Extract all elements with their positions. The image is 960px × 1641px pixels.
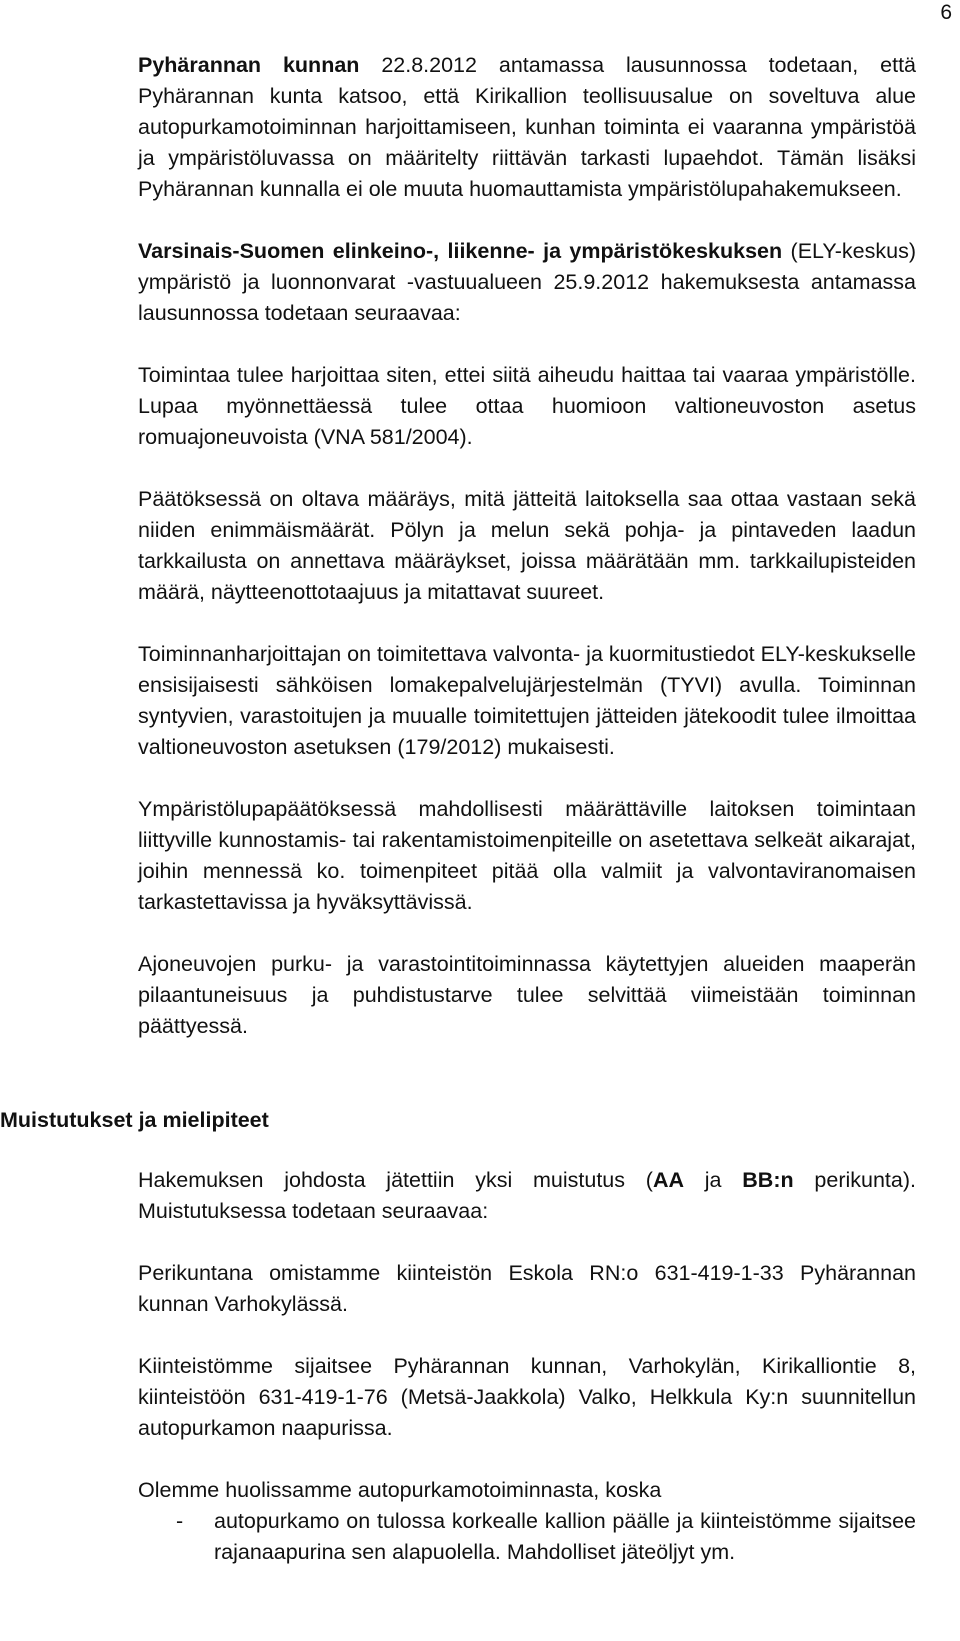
dash-bullet: -	[176, 1509, 184, 1533]
statement-author: Pyhärannan kunnan	[138, 53, 360, 77]
paragraph-objection-lead: Olemme huolissamme autopurkamotoiminnasta, koska	[138, 1478, 662, 1502]
paragraph-pyharanta-statement	[138, 50, 916, 205]
party-name: AA	[652, 1168, 684, 1192]
paragraph-requirement: Toimintaa tulee harjoittaa siten, ettei siitä aiheudu haittaa tai vaaraa ympäristölle. Lupaa myönnettäessä tulee ottaa huomioon valtioneuvoston asetus romuajoneuvoista (VNA 581/2004).	[138, 363, 916, 449]
party-name: BB:n	[742, 1168, 794, 1192]
page-number: 6	[940, 1, 952, 24]
document-body	[138, 50, 916, 1042]
section-heading: Muistutukset ja mielipiteet	[0, 1108, 269, 1132]
statement-text: 22.8.2012 antamassa lausunnossa todetaan, että Pyhärannan kunta katsoo, että Kirikallion teollisuusalue on soveltuva alue autopurkamotoiminnan harjoittamiseen, kunhan toiminta ei vaaranna ympäristöä ja ympäristöluvassa on määritelty riittävän tarkasti lupaehdot. Tämän lisäksi Pyhärannan kunnalla ei ole muuta huomauttamista ympäristölupahakemukseen.	[138, 53, 916, 201]
text-fragment: ja	[684, 1168, 743, 1192]
statement-author: Varsinais-Suomen elinkeino-, liikenne- ja ympäristökeskuksen	[138, 239, 783, 263]
statement-text: (ELY-keskus) ympäristö ja luonnonvarat -vastuualueen 25.9.2012 hakemuksesta antamassa lausunnossa todetaan seuraavaa:	[138, 239, 917, 325]
paragraph-objection-intro	[138, 1165, 916, 1227]
paragraph-ely-statement	[138, 236, 916, 329]
paragraph-requirement: Päätöksessä on oltava määräys, mitä jätteitä laitoksella saa ottaa vastaan sekä niiden enimmäismäärät. Pölyn ja melun sekä pohja- ja pintaveden laadun tarkkailusta on annettava määräykset, joissa määrätään mm. tarkkailupisteiden määrä, näytteenottotaajuus ja mitattavat suureet.	[138, 487, 916, 604]
text-fragment: Hakemuksen johdosta jätettiin yksi muistutus (	[138, 1168, 653, 1192]
paragraph-objection: Perikuntana omistamme kiinteistön Eskola RN:o 631-419-1-33 Pyhärannan kunnan Varhokylässä.	[138, 1261, 916, 1316]
text-fragment: perikunta). Muistutuksessa todetaan seuraavaa:	[138, 1168, 916, 1223]
paragraph-objection: Kiinteistömme sijaitsee Pyhärannan kunnan, Varhokylän, Kirikalliontie 8, kiinteistöön 631-419-1-76 (Metsä-Jaakkola) Valko, Helkkula Ky:n suunnitellun autopurkamon naapurissa.	[138, 1354, 916, 1440]
paragraph-requirement: Toiminnanharjoittajan on toimitettava valvonta- ja kuormitustiedot ELY-keskukselle ensisijaisesti sähköisen lomakepalvelujärjestelmän (TYVI) avulla. Toiminnan syntyvien, varastoitujen ja muualle toimitettujen jätteiden jätekoodit tulee ilmoittaa valtioneuvoston asetuksen (179/2012) mukaisesti.	[138, 642, 916, 759]
paragraph-requirement: Ajoneuvojen purku- ja varastointitoiminnassa käytettyjen alueiden maaperän pilaantuneisuus ja puhdistustarve tulee selvittää viimeistään toiminnan päättyessä.	[138, 952, 916, 1038]
list-item-text: autopurkamo on tulossa korkealle kallion päälle ja kiinteistömme sijaitsee rajanaapurina sen alapuolella. Mahdolliset jäteöljyt ym.	[214, 1509, 916, 1564]
list-item	[138, 1506, 916, 1568]
paragraph-requirement: Ympäristölupapäätöksessä mahdollisesti määrättäville laitoksen toimintaan liittyville kunnostamis- tai rakentamistoimenpiteille on asetettava selkeät aikarajat, joihin mennessä ko. toimenpiteet pitää olla valmiit ja valvontaviranomaisen tarkastettavissa ja hyväksyttävissä.	[138, 797, 916, 914]
concern-list	[138, 1506, 916, 1568]
objections-section	[138, 1165, 916, 1568]
